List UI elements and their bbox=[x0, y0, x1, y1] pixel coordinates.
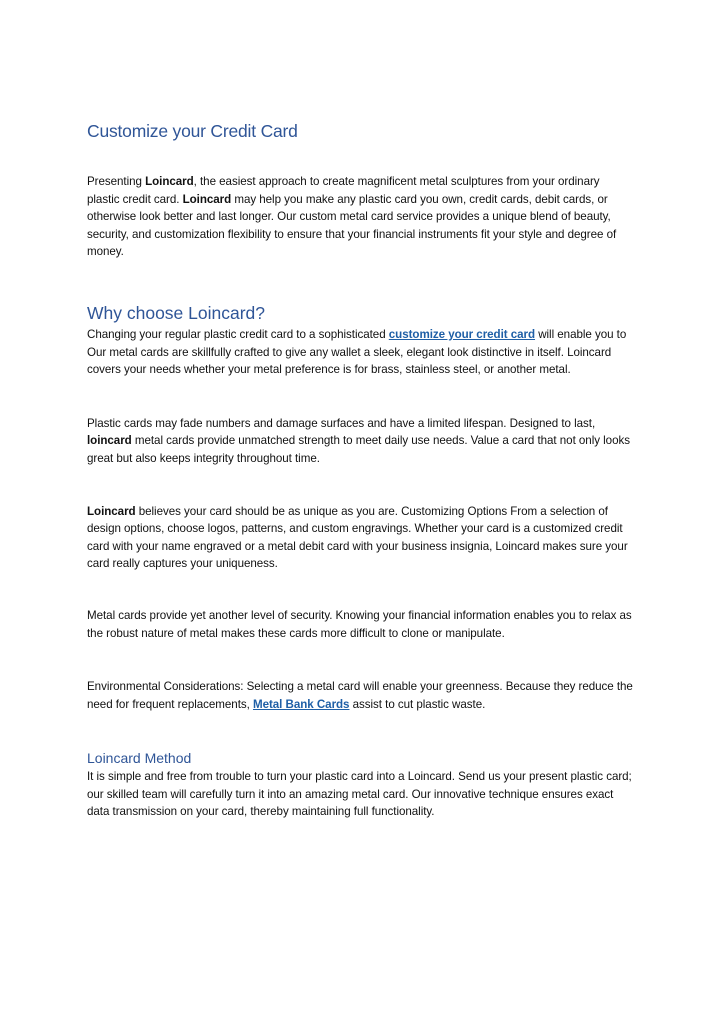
spacer bbox=[87, 573, 635, 607]
document-content bbox=[87, 118, 635, 821]
why-p2-text-1: Plastic cards may fade numbers and damage surfaces and have a limited lifespan. Designed to last, bbox=[87, 416, 596, 430]
why-p3-text: believes your card should be as unique as you are. Customizing Options From a selection of design options, choose logos, patterns, and custom engravings. Whether your card is a customized credit card with your name engraved or a metal debit card with your business insignia, Loincard makes sure your card really captures your uniqueness. bbox=[87, 504, 628, 571]
intro-text-2: , the easiest approach to create magnificent metal sculptures from your ordinary plastic credit card. bbox=[87, 175, 600, 206]
why-p1-text-1: Changing your regular plastic credit card to a sophisticated bbox=[87, 327, 389, 341]
spacer bbox=[87, 261, 635, 300]
why-paragraph-1 bbox=[87, 326, 635, 379]
method-paragraph: It is simple and free from trouble to turn your plastic card into a Loincard. Send us your present plastic card; our skilled team will carefully turn it into an amazing metal card. Our innovative technique ensures exact data transmission on your card, thereby maintaining full functionality. bbox=[87, 770, 632, 819]
spacer bbox=[87, 713, 635, 748]
spacer bbox=[87, 642, 635, 678]
why-p2-brand: loincard bbox=[87, 434, 132, 448]
why-paragraph-2 bbox=[87, 415, 635, 468]
why-p2-text-2: metal cards provide unmatched strength to meet daily use needs. Value a card that not only looks great but also keeps integrity throughout time. bbox=[87, 434, 630, 465]
why-heading: Why choose Loincard? bbox=[87, 302, 266, 323]
why-p5-text-2: assist to cut plastic waste. bbox=[349, 697, 486, 711]
why-paragraph-4: Metal cards provide yet another level of security. Knowing your financial information enables you to relax as the robust nature of metal makes these cards more difficult to clone or manipulate. bbox=[87, 608, 632, 640]
intro-text-1: Presenting bbox=[87, 175, 146, 188]
intro-paragraph bbox=[87, 173, 635, 261]
metal-bank-cards-link[interactable]: Metal Bank Cards bbox=[252, 697, 350, 711]
why-paragraph-3 bbox=[87, 503, 635, 573]
why-p5-text-1: Environmental Considerations: Selecting a metal card will enable your greenness. Because they reduce the need for frequent replacements, bbox=[87, 680, 633, 711]
spacer bbox=[87, 379, 635, 415]
intro-brand-1: Loincard bbox=[145, 175, 194, 188]
why-paragraph-5 bbox=[87, 678, 635, 713]
customize-credit-card-link[interactable]: customize your credit card bbox=[388, 327, 536, 341]
intro-text-3: may help you make any plastic card you own, credit cards, debit cards, or otherwise look better and last longer. Our custom metal card service provides a unique blend of beauty, security, and customization flexibility to ensure that your financial instruments fit your style and degree of money. bbox=[87, 192, 617, 259]
intro-brand-2: Loincard bbox=[182, 192, 232, 206]
spacer bbox=[87, 468, 635, 503]
method-heading: Loincard Method bbox=[87, 750, 192, 767]
why-p3-brand: Loincard bbox=[87, 504, 136, 518]
page-title: Customize your Credit Card bbox=[87, 121, 298, 141]
why-p1-text-2: will enable you to Our metal cards are skillfully crafted to give any wallet a sleek, elegant look distinctive in itself. Loincard covers your needs whether your metal preference is for brass, stainless steel, or another metal. bbox=[87, 327, 627, 377]
